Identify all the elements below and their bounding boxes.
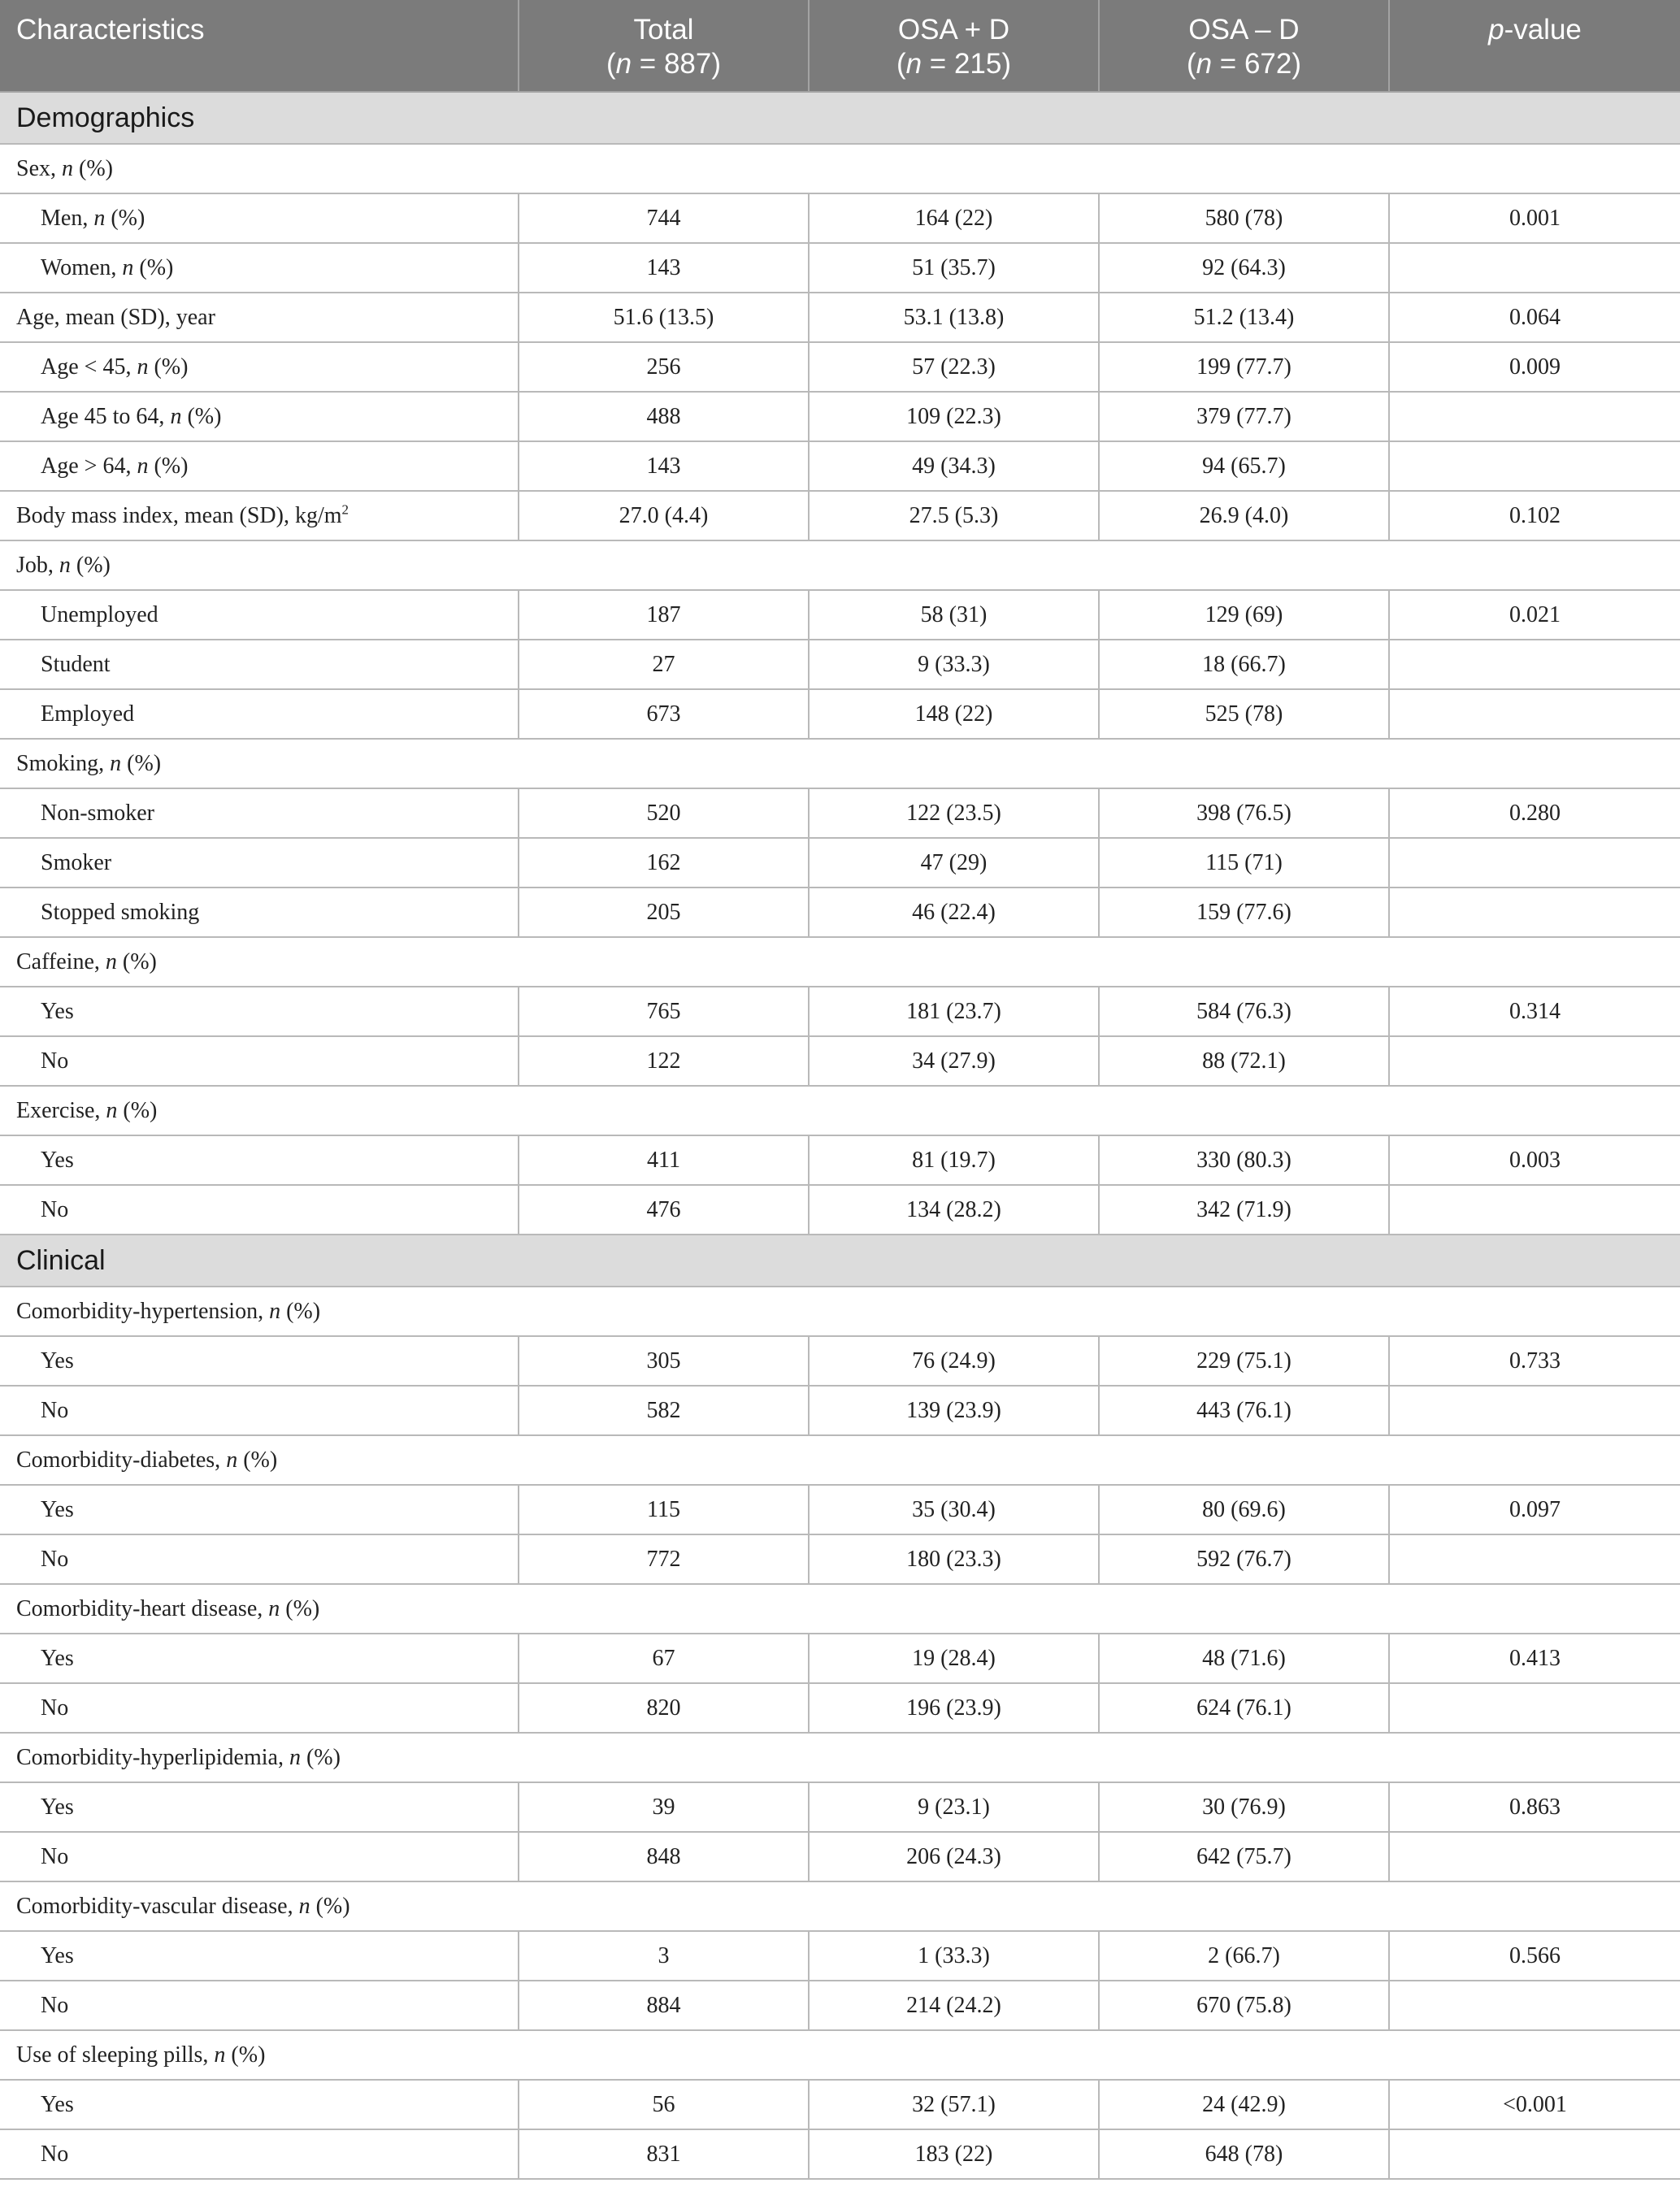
cell-osa-plus-d: 19 (28.4)	[809, 1634, 1099, 1683]
cell-osa-plus-d: 206 (24.3)	[809, 1832, 1099, 1881]
cell-osa-plus-d: 76 (24.9)	[809, 1336, 1099, 1386]
cell-osa-minus-d: 342 (71.9)	[1099, 1185, 1389, 1235]
row-label: Comorbidity-hypertension, n (%)	[0, 1287, 519, 1336]
table-row	[0, 193, 1680, 243]
cell-osa-minus-d: 584 (76.3)	[1099, 987, 1389, 1036]
cell-osa-minus-d: 159 (77.6)	[1099, 888, 1389, 937]
row-label: Men, n (%)	[0, 193, 519, 243]
cell-osa-minus-d: 580 (78)	[1099, 193, 1389, 243]
row-label: No	[0, 1386, 519, 1435]
cell-osa-plus-d: 183 (22)	[809, 2129, 1099, 2179]
cell-osa-minus-d: 92 (64.3)	[1099, 243, 1389, 293]
row-label: Unemployed	[0, 590, 519, 640]
cell-osa-plus-d: 164 (22)	[809, 193, 1099, 243]
cell-osa-plus-d: 214 (24.2)	[809, 1981, 1099, 2030]
row-label: Employed	[0, 689, 519, 739]
header-row	[0, 0, 1680, 92]
group-row-heart-disease	[0, 1584, 1680, 1634]
table-row	[0, 1336, 1680, 1386]
table-row	[0, 838, 1680, 888]
cell-total: 476	[519, 1185, 809, 1235]
row-label: Exercise, n (%)	[0, 1086, 519, 1135]
table-row	[0, 640, 1680, 689]
cell-osa-plus-d: 122 (23.5)	[809, 788, 1099, 838]
cell-osa-minus-d: 94 (65.7)	[1099, 441, 1389, 491]
cell-osa-minus-d: 115 (71)	[1099, 838, 1389, 888]
header-p-value: p-value	[1389, 0, 1680, 92]
cell-osa-plus-d: 51 (35.7)	[809, 243, 1099, 293]
section-row-clinical	[0, 1235, 1680, 1287]
cell-osa-minus-d: 18 (66.7)	[1099, 640, 1389, 689]
row-label: No	[0, 1185, 519, 1235]
cell-p-value: 0.009	[1389, 342, 1680, 392]
cell-p-value	[1389, 1386, 1680, 1435]
cell-total: 143	[519, 243, 809, 293]
cell-osa-plus-d: 9 (33.3)	[809, 640, 1099, 689]
header-total: Total (n = 887)	[519, 0, 809, 92]
cell-osa-minus-d: 2 (66.7)	[1099, 1931, 1389, 1981]
table-row	[0, 1485, 1680, 1534]
cell-p-value: 0.003	[1389, 1135, 1680, 1185]
table-row	[0, 293, 1680, 342]
cell-total: 772	[519, 1534, 809, 1584]
cell-osa-plus-d: 47 (29)	[809, 838, 1099, 888]
cell-total: 765	[519, 987, 809, 1036]
cell-p-value	[1389, 888, 1680, 937]
row-label: Yes	[0, 2080, 519, 2129]
cell-p-value: 0.064	[1389, 293, 1680, 342]
table-row	[0, 2129, 1680, 2179]
row-label: Yes	[0, 1931, 519, 1981]
cell-total: 520	[519, 788, 809, 838]
cell-total: 143	[519, 441, 809, 491]
cell-p-value: 0.566	[1389, 1931, 1680, 1981]
table-row	[0, 342, 1680, 392]
cell-osa-minus-d: 88 (72.1)	[1099, 1036, 1389, 1086]
section-title: Demographics	[0, 92, 1680, 144]
table-row	[0, 1185, 1680, 1235]
cell-osa-minus-d: 624 (76.1)	[1099, 1683, 1389, 1733]
row-label: Student	[0, 640, 519, 689]
cell-osa-plus-d: 81 (19.7)	[809, 1135, 1099, 1185]
group-row-hyperlipidemia	[0, 1733, 1680, 1782]
cell-osa-minus-d: 229 (75.1)	[1099, 1336, 1389, 1386]
section-row-demographics	[0, 92, 1680, 144]
section-title: Clinical	[0, 1235, 1680, 1287]
group-row-smoking	[0, 739, 1680, 788]
cell-osa-plus-d: 35 (30.4)	[809, 1485, 1099, 1534]
cell-osa-minus-d: 199 (77.7)	[1099, 342, 1389, 392]
cell-osa-plus-d: 180 (23.3)	[809, 1534, 1099, 1584]
table-row	[0, 491, 1680, 540]
cell-p-value	[1389, 1036, 1680, 1086]
cell-osa-plus-d: 139 (23.9)	[809, 1386, 1099, 1435]
table-row	[0, 788, 1680, 838]
cell-p-value: 0.413	[1389, 1634, 1680, 1683]
row-label: Comorbidity-heart disease, n (%)	[0, 1584, 519, 1634]
row-label: Comorbidity-diabetes, n (%)	[0, 1435, 519, 1485]
group-row-vascular-disease	[0, 1881, 1680, 1931]
cell-osa-plus-d: 1 (33.3)	[809, 1931, 1099, 1981]
cell-osa-minus-d: 670 (75.8)	[1099, 1981, 1389, 2030]
table-row	[0, 1036, 1680, 1086]
cell-total: 744	[519, 193, 809, 243]
cell-osa-minus-d: 129 (69)	[1099, 590, 1389, 640]
row-label: No	[0, 1981, 519, 2030]
cell-p-value: 0.102	[1389, 491, 1680, 540]
row-label: Stopped smoking	[0, 888, 519, 937]
row-label: Non-smoker	[0, 788, 519, 838]
row-label: Sex, n (%)	[0, 144, 519, 193]
cell-total: 67	[519, 1634, 809, 1683]
table-row	[0, 441, 1680, 491]
cell-p-value	[1389, 838, 1680, 888]
cell-p-value	[1389, 1832, 1680, 1881]
table-row	[0, 392, 1680, 441]
cell-p-value	[1389, 1185, 1680, 1235]
header-osa-plus-d: OSA + D (n = 215)	[809, 0, 1099, 92]
cell-osa-minus-d: 642 (75.7)	[1099, 1832, 1389, 1881]
cell-osa-minus-d: 525 (78)	[1099, 689, 1389, 739]
row-label: No	[0, 1036, 519, 1086]
cell-total: 115	[519, 1485, 809, 1534]
cell-osa-plus-d: 46 (22.4)	[809, 888, 1099, 937]
cell-osa-plus-d: 57 (22.3)	[809, 342, 1099, 392]
row-label: Use of sleeping pills, n (%)	[0, 2030, 519, 2080]
table-row	[0, 1931, 1680, 1981]
row-label: Yes	[0, 1135, 519, 1185]
table-row	[0, 1981, 1680, 2030]
cell-p-value: <0.001	[1389, 2080, 1680, 2129]
cell-total: 848	[519, 1832, 809, 1881]
cell-osa-plus-d: 49 (34.3)	[809, 441, 1099, 491]
cell-p-value	[1389, 1683, 1680, 1733]
row-label: Age < 45, n (%)	[0, 342, 519, 392]
row-label: Smoking, n (%)	[0, 739, 519, 788]
header-osa-minus-d: OSA – D (n = 672)	[1099, 0, 1389, 92]
cell-osa-plus-d: 53.1 (13.8)	[809, 293, 1099, 342]
cell-total: 820	[519, 1683, 809, 1733]
cell-osa-plus-d: 58 (31)	[809, 590, 1099, 640]
table-row	[0, 1534, 1680, 1584]
row-label: No	[0, 2129, 519, 2179]
cell-p-value	[1389, 392, 1680, 441]
table-row	[0, 987, 1680, 1036]
table-row	[0, 243, 1680, 293]
cell-osa-plus-d: 9 (23.1)	[809, 1782, 1099, 1832]
group-row-sex	[0, 144, 1680, 193]
cell-total: 27	[519, 640, 809, 689]
cell-p-value: 0.001	[1389, 193, 1680, 243]
group-row-caffeine	[0, 937, 1680, 987]
cell-total: 305	[519, 1336, 809, 1386]
group-row-exercise	[0, 1086, 1680, 1135]
cell-total: 582	[519, 1386, 809, 1435]
row-label: Yes	[0, 1485, 519, 1534]
row-label: Job, n (%)	[0, 540, 519, 590]
cell-p-value	[1389, 640, 1680, 689]
cell-osa-minus-d: 30 (76.9)	[1099, 1782, 1389, 1832]
cell-osa-plus-d: 148 (22)	[809, 689, 1099, 739]
row-label: No	[0, 1832, 519, 1881]
cell-osa-minus-d: 379 (77.7)	[1099, 392, 1389, 441]
row-label: Yes	[0, 1782, 519, 1832]
table-row	[0, 1135, 1680, 1185]
cell-osa-plus-d: 32 (57.1)	[809, 2080, 1099, 2129]
cell-osa-plus-d: 27.5 (5.3)	[809, 491, 1099, 540]
cell-osa-minus-d: 398 (76.5)	[1099, 788, 1389, 838]
cell-osa-plus-d: 34 (27.9)	[809, 1036, 1099, 1086]
row-label: Body mass index, mean (SD), $kg/m^2$	[0, 491, 519, 540]
group-row-diabetes	[0, 1435, 1680, 1485]
table-row	[0, 1832, 1680, 1881]
cell-total: 39	[519, 1782, 809, 1832]
cell-total: 205	[519, 888, 809, 937]
table-row	[0, 888, 1680, 937]
header-characteristics: Characteristics	[0, 0, 519, 92]
cell-p-value: 0.314	[1389, 987, 1680, 1036]
cell-total: 27.0 (4.4)	[519, 491, 809, 540]
row-label: No	[0, 1534, 519, 1584]
row-label: Yes	[0, 1336, 519, 1386]
cell-osa-minus-d: 51.2 (13.4)	[1099, 293, 1389, 342]
cell-p-value: 0.097	[1389, 1485, 1680, 1534]
cell-osa-minus-d: 26.9 (4.0)	[1099, 491, 1389, 540]
cell-p-value	[1389, 2129, 1680, 2179]
row-label: Comorbidity-hyperlipidemia, n (%)	[0, 1733, 519, 1782]
row-label: Caffeine, n (%)	[0, 937, 519, 987]
cell-osa-minus-d: 592 (76.7)	[1099, 1534, 1389, 1584]
cell-total: 884	[519, 1981, 809, 2030]
cell-total: 51.6 (13.5)	[519, 293, 809, 342]
row-label: Age > 64, n (%)	[0, 441, 519, 491]
table-row	[0, 1634, 1680, 1683]
cell-total: 122	[519, 1036, 809, 1086]
table-row	[0, 1386, 1680, 1435]
cell-p-value: 0.733	[1389, 1336, 1680, 1386]
group-row-sleeping-pills	[0, 2030, 1680, 2080]
cell-p-value	[1389, 689, 1680, 739]
row-label: Yes	[0, 1634, 519, 1683]
cell-osa-plus-d: 196 (23.9)	[809, 1683, 1099, 1733]
cell-osa-minus-d: 48 (71.6)	[1099, 1634, 1389, 1683]
cell-p-value: 0.863	[1389, 1782, 1680, 1832]
group-row-job	[0, 540, 1680, 590]
cell-p-value	[1389, 441, 1680, 491]
row-label: Age 45 to 64, n (%)	[0, 392, 519, 441]
cell-osa-minus-d: 330 (80.3)	[1099, 1135, 1389, 1185]
group-row-hypertension	[0, 1287, 1680, 1336]
cell-osa-minus-d: 648 (78)	[1099, 2129, 1389, 2179]
table-row	[0, 2080, 1680, 2129]
cell-osa-plus-d: 181 (23.7)	[809, 987, 1099, 1036]
cell-p-value: 0.021	[1389, 590, 1680, 640]
row-label: Comorbidity-vascular disease, n (%)	[0, 1881, 519, 1931]
cell-p-value	[1389, 1981, 1680, 2030]
table-row	[0, 689, 1680, 739]
table-row	[0, 590, 1680, 640]
cell-osa-plus-d: 109 (22.3)	[809, 392, 1099, 441]
cell-osa-minus-d: 24 (42.9)	[1099, 2080, 1389, 2129]
cell-p-value	[1389, 1534, 1680, 1584]
cell-total: 673	[519, 689, 809, 739]
row-label: No	[0, 1683, 519, 1733]
row-label: Smoker	[0, 838, 519, 888]
cell-total: 488	[519, 392, 809, 441]
cell-total: 256	[519, 342, 809, 392]
cell-total: 3	[519, 1931, 809, 1981]
row-label: Age, mean (SD), year	[0, 293, 519, 342]
cell-p-value: 0.280	[1389, 788, 1680, 838]
cell-total: 831	[519, 2129, 809, 2179]
cell-total: 56	[519, 2080, 809, 2129]
cell-total: 162	[519, 838, 809, 888]
cell-p-value	[1389, 243, 1680, 293]
row-label: Yes	[0, 987, 519, 1036]
cell-osa-minus-d: 80 (69.6)	[1099, 1485, 1389, 1534]
table-row	[0, 1683, 1680, 1733]
cell-total: 411	[519, 1135, 809, 1185]
row-label: Women, n (%)	[0, 243, 519, 293]
cell-total: 187	[519, 590, 809, 640]
table-row	[0, 1782, 1680, 1832]
cell-osa-minus-d: 443 (76.1)	[1099, 1386, 1389, 1435]
cell-osa-plus-d: 134 (28.2)	[809, 1185, 1099, 1235]
